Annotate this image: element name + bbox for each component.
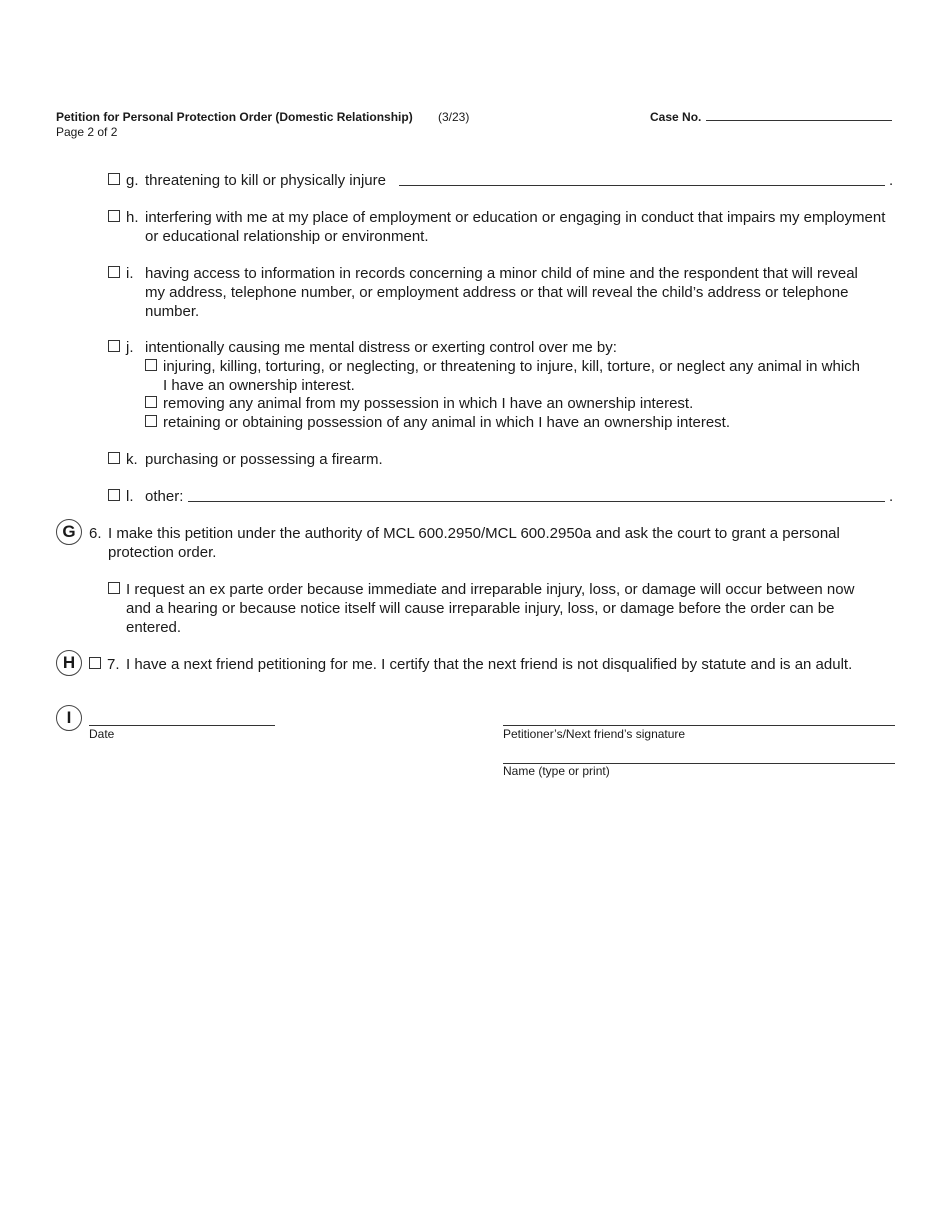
checkbox-next-friend[interactable] bbox=[89, 657, 101, 669]
item-l-letter: l. bbox=[126, 488, 134, 505]
section-h-number: 7. bbox=[107, 656, 120, 673]
form-title: Petition for Personal Protection Order (Domestic Relationship) bbox=[56, 110, 413, 124]
checkbox-j-sub3[interactable] bbox=[145, 415, 157, 427]
item-k-text: purchasing or possessing a firearm. bbox=[145, 451, 383, 468]
checkbox-ex-parte[interactable] bbox=[108, 582, 120, 594]
section-g-marker: G bbox=[56, 519, 82, 545]
section-h-text: I have a next friend petitioning for me. I certify that the next friend is not disqualified by statute and is an adult. bbox=[126, 656, 853, 673]
checkbox-j-sub1[interactable] bbox=[145, 359, 157, 371]
item-l-field[interactable] bbox=[188, 501, 885, 502]
item-j-sub1-line1: injuring, killing, torturing, or neglecting, or threatening to injure, kill, torture, or neglect any animal in which bbox=[163, 358, 861, 375]
case-no-label: Case No. bbox=[650, 110, 702, 124]
date-label: Date bbox=[89, 727, 115, 741]
item-h-letter: h. bbox=[126, 209, 139, 226]
item-g-letter: g. bbox=[126, 172, 139, 189]
section-i-marker: I bbox=[56, 705, 82, 731]
item-i-letter: i. bbox=[126, 265, 134, 282]
item-g-end: . bbox=[889, 172, 894, 189]
item-g-text: threatening to kill or physically injure bbox=[145, 172, 386, 189]
ex-parte-line1: I request an ex parte order because immediate and irreparable injury, loss, or damage will occur between now bbox=[126, 581, 855, 598]
checkbox-i[interactable] bbox=[108, 266, 120, 278]
section-g-number: 6. bbox=[89, 525, 102, 542]
item-i-line1: having access to information in records concerning a minor child of mine and the respondent that will reveal bbox=[145, 265, 858, 282]
section-g-line2: protection order. bbox=[108, 544, 217, 561]
case-no-field[interactable] bbox=[706, 120, 892, 121]
signature-label: Petitioner’s/Next friend’s signature bbox=[503, 727, 686, 741]
ex-parte-line3: entered. bbox=[126, 619, 182, 636]
item-j-sub3: retaining or obtaining possession of any animal in which I have an ownership interest. bbox=[163, 414, 730, 431]
checkbox-j-sub2[interactable] bbox=[145, 396, 157, 408]
signature-field[interactable] bbox=[503, 725, 895, 726]
item-j-letter: j. bbox=[126, 339, 134, 356]
item-i-line2: my address, telephone number, or employment address or that will reveal the child’s address or telephone bbox=[145, 284, 849, 301]
checkbox-h[interactable] bbox=[108, 210, 120, 222]
checkbox-l[interactable] bbox=[108, 489, 120, 501]
ex-parte-line2: and a hearing or because notice itself will cause irreparable injury, loss, or damage before the order can be bbox=[126, 600, 835, 617]
checkbox-j[interactable] bbox=[108, 340, 120, 352]
section-g-line1: I make this petition under the authority of MCL 600.2950/MCL 600.2950a and ask the court to grant a personal bbox=[108, 525, 840, 542]
checkbox-k[interactable] bbox=[108, 452, 120, 464]
item-g-field[interactable] bbox=[399, 185, 885, 186]
item-l-end: . bbox=[889, 488, 894, 505]
item-l-text: other: bbox=[145, 488, 184, 505]
item-i-line3: number. bbox=[145, 303, 200, 320]
section-h-marker: H bbox=[56, 650, 82, 676]
item-h-line1: interfering with me at my place of employment or education or engaging in conduct that impairs my employment bbox=[145, 209, 886, 226]
item-k-letter: k. bbox=[126, 451, 138, 468]
date-field[interactable] bbox=[89, 725, 275, 726]
item-h-line2: or educational relationship or environment. bbox=[145, 228, 429, 245]
item-j-sub1-line2: I have an ownership interest. bbox=[163, 377, 355, 394]
item-j-sub2: removing any animal from my possession in which I have an ownership interest. bbox=[163, 395, 694, 412]
form-revision: (3/23) bbox=[438, 110, 470, 124]
name-label: Name (type or print) bbox=[503, 764, 610, 778]
item-j-text: intentionally causing me mental distress or exerting control over me by: bbox=[145, 339, 617, 356]
checkbox-g[interactable] bbox=[108, 173, 120, 185]
page-number: Page 2 of 2 bbox=[56, 125, 118, 139]
